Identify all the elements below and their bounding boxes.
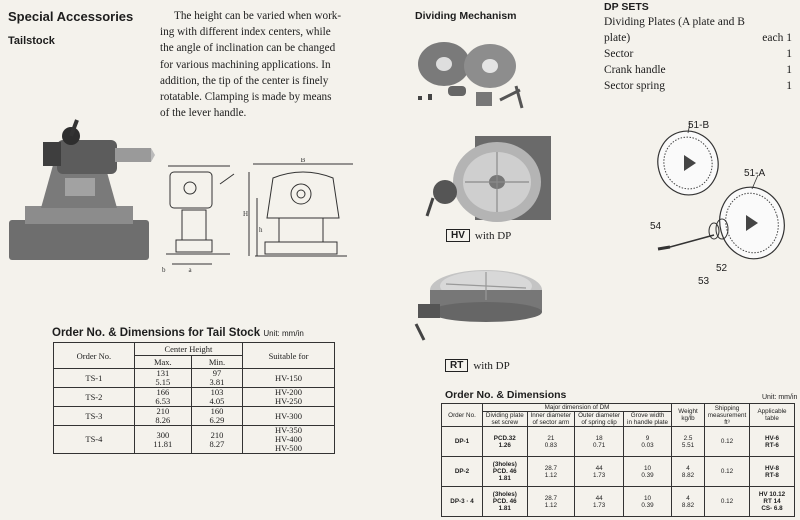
rt-rotary-table-photo (410, 248, 545, 344)
header-weight: Weight kg/lb (672, 404, 705, 427)
header-max: Max. (134, 356, 191, 369)
header-suitable-for: Suitable for (243, 343, 335, 369)
intro-line: the angle of inclination can be changed (160, 42, 336, 55)
table-header-row (442, 404, 795, 412)
callout-54: 54 (650, 221, 662, 232)
table-row: DP-1 PCD.32 1.26 21 0.83 18 0.71 9 0.03 2.5 5.51 0.12 HV-6 RT-6 (442, 427, 795, 457)
intro-line: The height can be varied when work- (174, 10, 342, 22)
header-center-height: Center Height (134, 343, 242, 356)
rt-label-box: RT (445, 359, 468, 372)
dp-set-item: Sector 1 (604, 48, 792, 60)
tailstock-dimensions-table (53, 342, 335, 454)
dp-sets-title: DP SETS (604, 1, 649, 13)
header-grove-width: Grove width in handle plate (624, 412, 672, 427)
tailstock-subtitle: Tailstock (8, 35, 55, 47)
table-header-row (54, 343, 335, 356)
tailstock-side-drawing (160, 160, 245, 275)
dim-label-B: B (300, 158, 306, 164)
header-order-no: Order No. (54, 343, 135, 369)
dim-label-h: h (259, 226, 263, 234)
dm-dimensions-table (441, 403, 795, 517)
callout-51a: 51-A (744, 168, 766, 179)
table-row: DP-3 · 4 (3holes) PCD. 46 1.81 28.7 1.12 44 1.73 10 0.39 4 8.82 0.12 HV 10.12 RT 14 CS- 6.8 (442, 487, 795, 517)
table-row: DP-2 (3holes) PCD. 46 1.81 28.7 1.12 44 1.73 10 0.39 4 8.82 0.12 HV-8 RT-8 (442, 457, 795, 487)
header-set-screw: Dividing plate set screw (483, 412, 528, 427)
header-spring-clip: Outer diameter of spring clip (575, 412, 624, 427)
rt-caption-text: with DP (473, 359, 510, 372)
intro-line: rotatable. Clamping is made by means (160, 91, 332, 104)
header-major-dimension: Major dimension of DM (483, 404, 672, 412)
dm-table-unit: Unit: mm/in (762, 394, 798, 401)
section-title: Special Accessories (8, 9, 134, 24)
dim-label-a: a (188, 266, 192, 274)
tailstock-front-drawing (243, 158, 358, 276)
table-row: TS-3 210 8.26 160 6.29 HV-300 (54, 407, 335, 426)
dp-set-item: Sector spring 1 (604, 80, 792, 92)
dividing-plates-photo (408, 36, 588, 122)
intro-paragraph (160, 8, 380, 121)
hv-caption (446, 229, 511, 242)
table-row: TS-2 166 6.53 103 4.05 HV-200 HV-250 (54, 388, 335, 407)
dp-sets-list (604, 1, 792, 94)
dm-table-title: Order No. & Dimensions (445, 389, 567, 401)
hv-rotary-table-photo (425, 130, 555, 226)
header-min: Min. (191, 356, 242, 369)
dim-label-b: b (162, 266, 166, 274)
intro-line: addition, the tip of the center is finely (160, 74, 329, 87)
callout-53: 53 (698, 276, 710, 287)
callout-51b: 51-B (688, 120, 710, 131)
hv-caption-text: with DP (474, 229, 512, 242)
tailstock-table-title: Order No. & Dimensions for Tail Stock Unit: mm/in (52, 327, 304, 339)
header-sector-arm: Inner diameter of sector arm (527, 412, 575, 427)
dim-label-H: H (243, 210, 249, 218)
hv-label-box: HV (446, 229, 470, 242)
rt-caption (445, 359, 510, 372)
intro-line: of the lever handle. (160, 107, 247, 120)
dp-set-item: plate) each 1 (604, 32, 792, 44)
dividing-mechanism-title: Dividing Mechanism (415, 10, 517, 22)
table-row: TS-4 300 11.81 210 8.27 HV-350 HV-400 HV-500 (54, 426, 335, 454)
table-row: TS-1 131 5.15 97 3.81 HV-150 (54, 369, 335, 388)
tailstock-photo (5, 118, 155, 268)
header-applicable: Applicable table (750, 404, 795, 427)
header-shipping: Shipping measurement ft³ (705, 404, 750, 427)
dp-set-item: Crank handle 1 (604, 64, 792, 76)
intro-line: ing with different index centers, while (160, 26, 331, 39)
dp-set-item: Dividing Plates (A plate and B (604, 16, 745, 28)
callout-52: 52 (716, 263, 728, 274)
header-order-no: Order No. (442, 404, 483, 427)
tailstock-table-unit: Unit: mm/in (263, 329, 304, 338)
intro-line: for various machining applications. In (160, 58, 331, 71)
